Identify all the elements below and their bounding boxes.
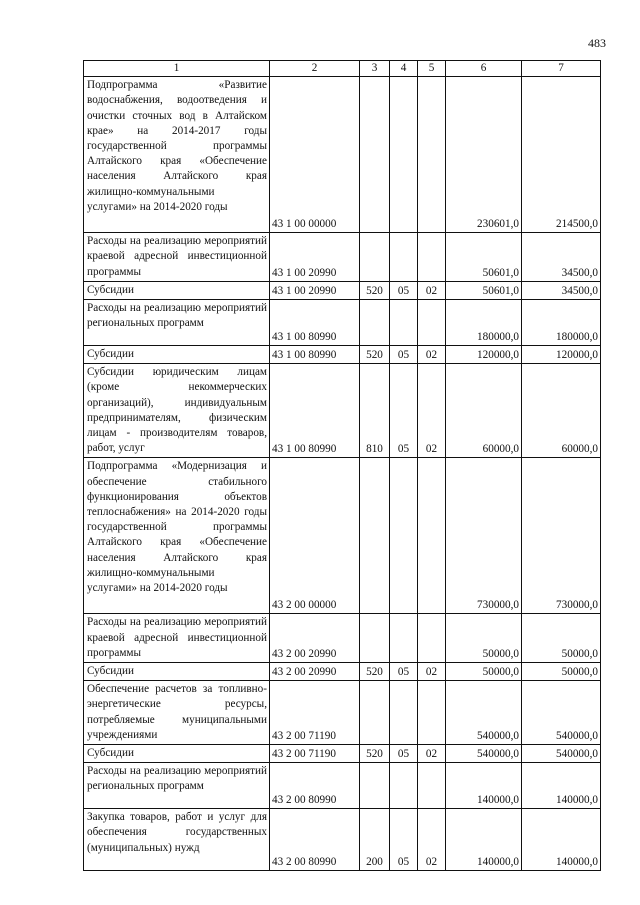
cell-code: 43 2 00 71190 (270, 745, 360, 763)
cell-v6: 230601,0 (446, 77, 522, 233)
cell-c5: 02 (418, 281, 446, 299)
header-col-1: 1 (84, 61, 270, 77)
cell-v6: 50601,0 (446, 281, 522, 299)
cell-c4 (390, 458, 418, 614)
cell-v7: 730000,0 (522, 458, 601, 614)
cell-v6: 50000,0 (446, 663, 522, 681)
cell-c5: 02 (418, 364, 446, 458)
cell-c5 (418, 300, 446, 346)
cell-v6: 730000,0 (446, 458, 522, 614)
cell-code: 43 2 00 20990 (270, 663, 360, 681)
header-col-7: 7 (522, 61, 601, 77)
cell-c3 (360, 300, 390, 346)
cell-desc: Субсидии (84, 346, 270, 364)
table-row (84, 745, 601, 763)
cell-c3: 200 (360, 809, 390, 871)
header-col-5: 5 (418, 61, 446, 77)
table-row (84, 663, 601, 681)
cell-code: 43 2 00 80990 (270, 809, 360, 871)
cell-code: 43 2 00 80990 (270, 763, 360, 809)
cell-v7: 140000,0 (522, 809, 601, 871)
cell-c4: 05 (390, 809, 418, 871)
cell-desc: Субсидии (84, 745, 270, 763)
cell-c4 (390, 77, 418, 233)
cell-c4: 05 (390, 745, 418, 763)
budget-table (83, 60, 601, 871)
cell-c3 (360, 681, 390, 745)
cell-v7: 60000,0 (522, 364, 601, 458)
cell-v6: 140000,0 (446, 809, 522, 871)
cell-c5: 02 (418, 346, 446, 364)
cell-c3 (360, 458, 390, 614)
cell-desc: Подпрограмма «Модернизация и обеспечение стабильного функционирования объектов теплоснабжения» на 2014-2020 годы государственной программы Алтайского края «Обеспечение населения Алтайского края жилищно-коммунальными услугами» на 2014-2020 годы (84, 458, 270, 614)
cell-c4: 05 (390, 663, 418, 681)
cell-c4: 05 (390, 364, 418, 458)
table-row (84, 364, 601, 458)
cell-c4 (390, 681, 418, 745)
cell-c4 (390, 300, 418, 346)
cell-code: 43 1 00 20990 (270, 233, 360, 282)
table-row (84, 458, 601, 614)
header-col-2: 2 (270, 61, 360, 77)
cell-v7: 540000,0 (522, 681, 601, 745)
cell-c3: 520 (360, 346, 390, 364)
cell-code: 43 2 00 00000 (270, 458, 360, 614)
cell-desc: Расходы на реализацию мероприятий региональных программ (84, 763, 270, 809)
cell-desc: Расходы на реализацию мероприятий краевой адресной инвестиционной программы (84, 614, 270, 663)
cell-c4: 05 (390, 346, 418, 364)
cell-v7: 214500,0 (522, 77, 601, 233)
cell-desc: Подпрограмма «Развитие водоснабжения, водоотведения и очистки сточных вод в Алтайском крае» на 2014-2017 годы государственной программы Алтайского края «Обеспечение населения Алтайского края жилищно-коммунальными услугами» на 2014-2020 годы (84, 77, 270, 233)
cell-c4 (390, 233, 418, 282)
cell-c3 (360, 77, 390, 233)
cell-desc: Закупка товаров, работ и услуг для обеспечения государственных (муниципальных) нужд (84, 809, 270, 871)
cell-v7: 120000,0 (522, 346, 601, 364)
cell-c3: 810 (360, 364, 390, 458)
cell-v6: 120000,0 (446, 346, 522, 364)
cell-code: 43 1 00 80990 (270, 364, 360, 458)
table-row (84, 233, 601, 282)
table-row (84, 763, 601, 809)
cell-v6: 540000,0 (446, 681, 522, 745)
cell-v6: 60000,0 (446, 364, 522, 458)
cell-v6: 50000,0 (446, 614, 522, 663)
cell-code: 43 2 00 20990 (270, 614, 360, 663)
cell-c4 (390, 614, 418, 663)
cell-code: 43 1 00 80990 (270, 300, 360, 346)
table-row (84, 281, 601, 299)
cell-code: 43 1 00 00000 (270, 77, 360, 233)
cell-c5 (418, 458, 446, 614)
cell-v7: 50000,0 (522, 663, 601, 681)
table-row (84, 300, 601, 346)
table-row (84, 809, 601, 871)
cell-c3 (360, 763, 390, 809)
cell-v7: 140000,0 (522, 763, 601, 809)
cell-desc: Обеспечение расчетов за топливно-энергетические ресурсы, потребляемые муниципальными учреждениями (84, 681, 270, 745)
page-number: 483 (588, 36, 606, 50)
cell-v6: 180000,0 (446, 300, 522, 346)
cell-c5 (418, 763, 446, 809)
cell-c5 (418, 233, 446, 282)
cell-c3 (360, 233, 390, 282)
cell-c3: 520 (360, 281, 390, 299)
cell-v6: 50601,0 (446, 233, 522, 282)
cell-c3: 520 (360, 663, 390, 681)
cell-desc: Субсидии (84, 281, 270, 299)
header-col-6: 6 (446, 61, 522, 77)
cell-c4: 05 (390, 281, 418, 299)
table-row (84, 346, 601, 364)
cell-v7: 34500,0 (522, 233, 601, 282)
cell-code: 43 2 00 71190 (270, 681, 360, 745)
cell-c5 (418, 614, 446, 663)
cell-v7: 34500,0 (522, 281, 601, 299)
table-row (84, 614, 601, 663)
cell-c5 (418, 77, 446, 233)
cell-v7: 180000,0 (522, 300, 601, 346)
cell-c5: 02 (418, 809, 446, 871)
cell-desc: Расходы на реализацию мероприятий региональных программ (84, 300, 270, 346)
header-col-4: 4 (390, 61, 418, 77)
cell-desc: Субсидии юридическим лицам (кроме некоммерческих организаций), индивидуальным предпринимателям, физическим лицам - производителям товаров, работ, услуг (84, 364, 270, 458)
cell-c3: 520 (360, 745, 390, 763)
cell-v6: 540000,0 (446, 745, 522, 763)
cell-c5: 02 (418, 745, 446, 763)
table-row (84, 77, 601, 233)
cell-v7: 50000,0 (522, 614, 601, 663)
header-col-3: 3 (360, 61, 390, 77)
cell-code: 43 1 00 80990 (270, 346, 360, 364)
cell-code: 43 1 00 20990 (270, 281, 360, 299)
cell-v6: 140000,0 (446, 763, 522, 809)
cell-c4 (390, 763, 418, 809)
cell-desc: Субсидии (84, 663, 270, 681)
cell-c5: 02 (418, 663, 446, 681)
cell-c5 (418, 681, 446, 745)
cell-desc: Расходы на реализацию мероприятий краевой адресной инвестиционной программы (84, 233, 270, 282)
header-row (84, 61, 601, 77)
table-row (84, 681, 601, 745)
cell-v7: 540000,0 (522, 745, 601, 763)
cell-c3 (360, 614, 390, 663)
